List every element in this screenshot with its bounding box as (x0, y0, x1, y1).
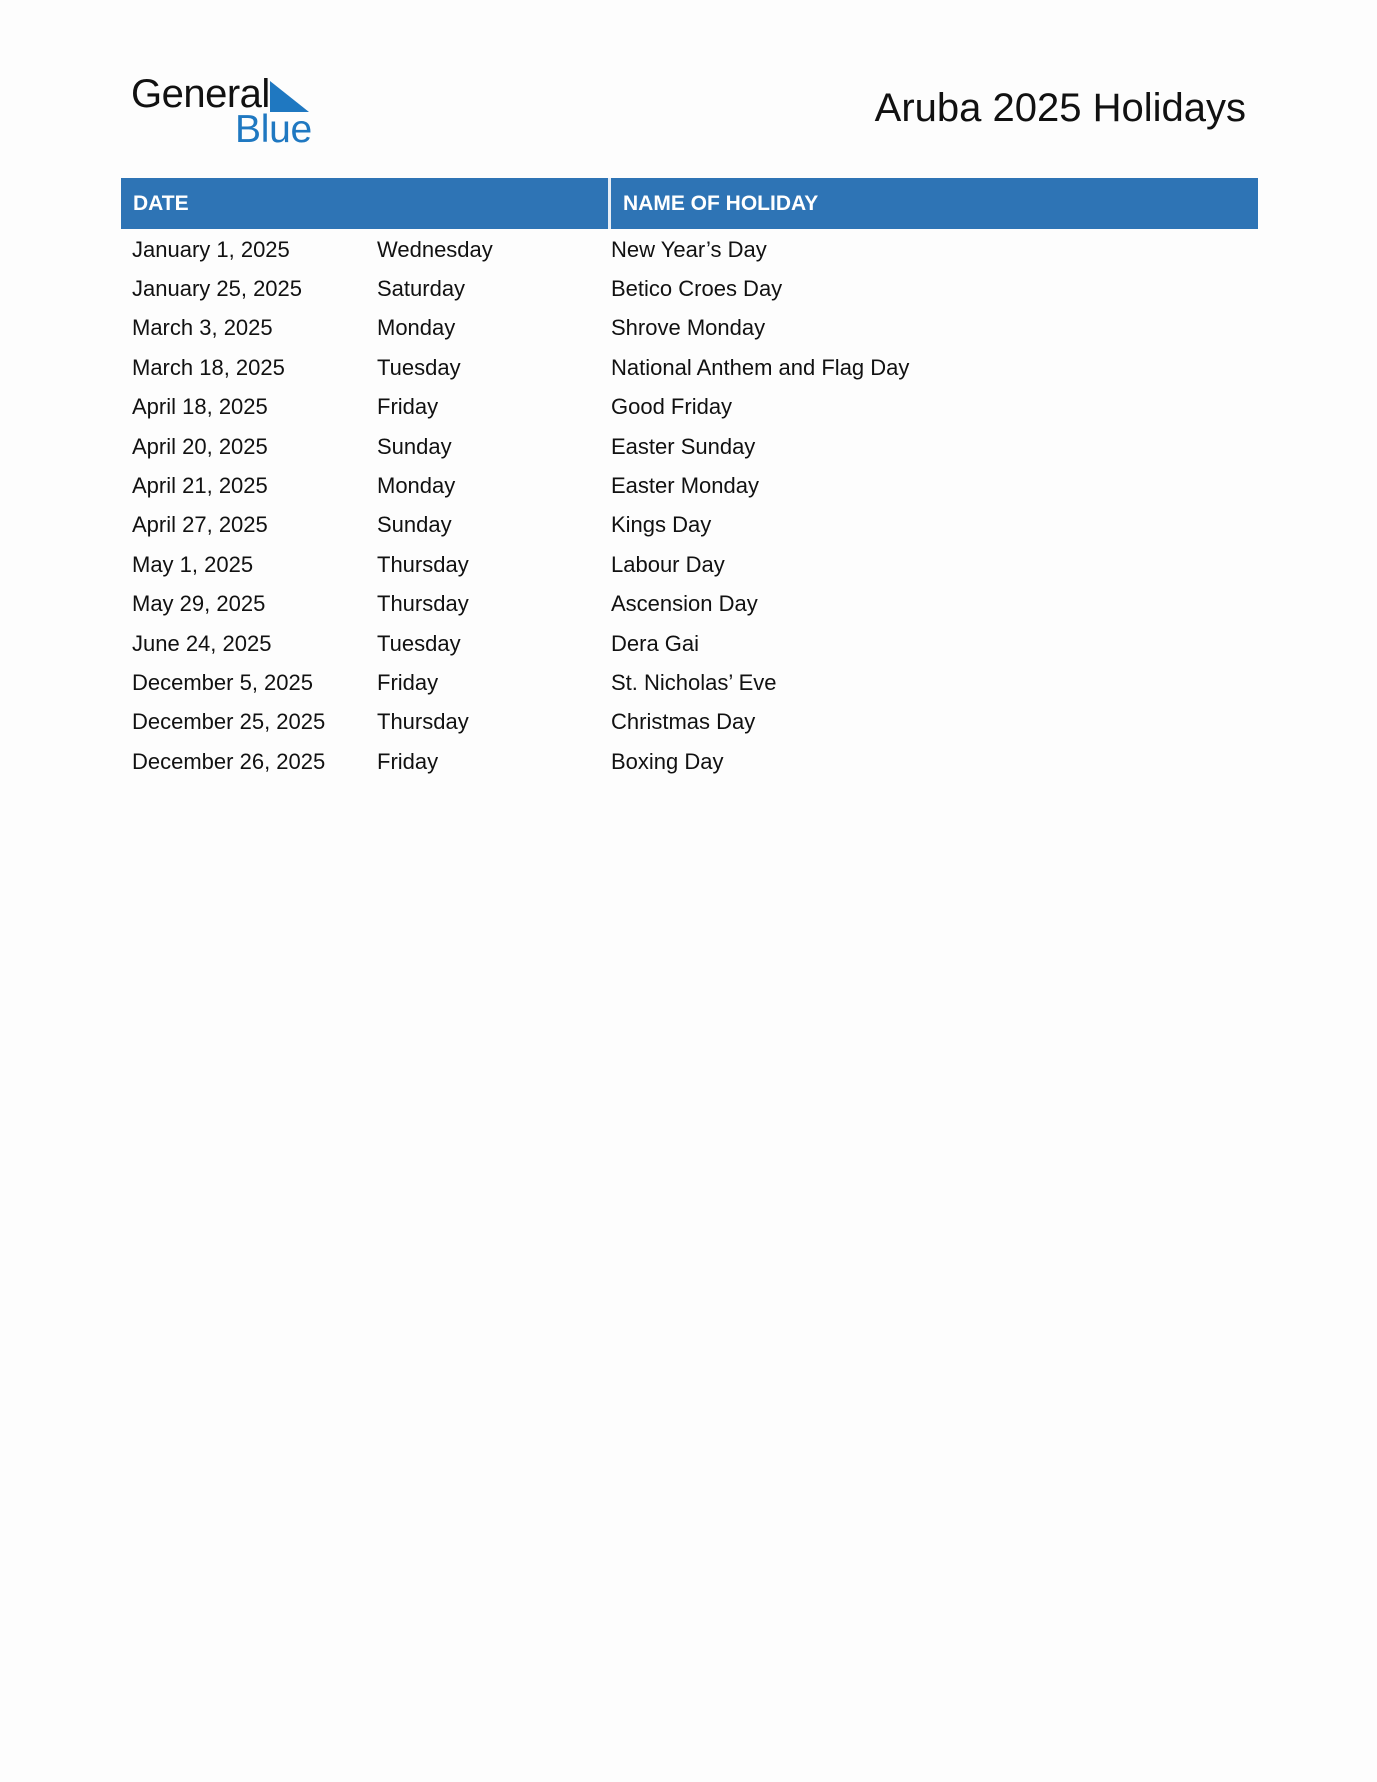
column-header-holiday-name: NAME OF HOLIDAY (611, 178, 1258, 229)
holiday-name: Easter Sunday (611, 433, 756, 459)
holiday-weekday: Tuesday (377, 354, 461, 380)
table-row (121, 427, 1258, 466)
holiday-weekday: Wednesday (377, 236, 493, 262)
holiday-name: Betico Croes Day (611, 276, 783, 302)
logo-word-general: General (131, 72, 270, 116)
table-row (121, 309, 1258, 348)
holiday-date: April 27, 2025 (132, 512, 268, 538)
holiday-weekday: Sunday (377, 512, 452, 538)
table-body (121, 229, 1258, 781)
table-header (121, 178, 1258, 229)
holiday-weekday: Friday (377, 394, 439, 420)
holiday-date: May 1, 2025 (132, 551, 254, 577)
holiday-date: March 3, 2025 (132, 315, 273, 341)
holiday-name: St. Nicholas’ Eve (611, 669, 777, 695)
table-row (121, 269, 1258, 308)
table-row (121, 703, 1258, 742)
table-row (121, 585, 1258, 624)
holiday-date: May 29, 2025 (132, 591, 266, 617)
holiday-name: Boxing Day (611, 748, 724, 774)
holiday-date: December 26, 2025 (132, 748, 326, 774)
holiday-name: Shrove Monday (611, 315, 766, 341)
table-row (121, 466, 1258, 505)
page-title: Aruba 2025 Holidays (874, 86, 1246, 130)
holiday-weekday: Monday (377, 473, 456, 499)
table-row (121, 506, 1258, 545)
table-row (121, 348, 1258, 387)
table-row (121, 388, 1258, 427)
table-row (121, 742, 1258, 781)
table-row (121, 230, 1258, 269)
general-blue-logo (130, 72, 320, 152)
holiday-weekday: Saturday (377, 276, 466, 302)
holiday-date: April 20, 2025 (132, 433, 268, 459)
holiday-weekday: Tuesday (377, 630, 461, 656)
holiday-name: Christmas Day (611, 709, 756, 735)
holiday-name: Easter Monday (611, 473, 759, 499)
holiday-date: January 25, 2025 (132, 276, 303, 302)
column-header-date: DATE (121, 178, 608, 229)
holiday-weekday: Thursday (377, 591, 469, 617)
holiday-name: Good Friday (611, 394, 733, 420)
holiday-weekday: Friday (377, 748, 439, 774)
holiday-weekday: Thursday (377, 709, 469, 735)
holiday-date: June 24, 2025 (132, 630, 272, 656)
logo-word-blue: Blue (235, 108, 312, 151)
holiday-date: March 18, 2025 (132, 354, 285, 380)
table-row (121, 663, 1258, 702)
holiday-date: December 5, 2025 (132, 669, 313, 695)
holiday-name: Labour Day (611, 551, 725, 577)
holiday-name: Ascension Day (611, 591, 758, 617)
holiday-name: Kings Day (611, 512, 712, 538)
holiday-date: April 21, 2025 (132, 473, 268, 499)
holiday-weekday: Friday (377, 669, 439, 695)
holiday-name: Dera Gai (611, 630, 700, 656)
holiday-date: January 1, 2025 (132, 236, 290, 262)
holiday-weekday: Monday (377, 315, 456, 341)
holiday-name: New Year’s Day (611, 236, 767, 262)
holiday-weekday: Sunday (377, 433, 452, 459)
holiday-table (121, 178, 1258, 781)
table-row (121, 624, 1258, 663)
holiday-name: National Anthem and Flag Day (611, 354, 910, 380)
holiday-weekday: Thursday (377, 551, 469, 577)
holiday-date: April 18, 2025 (132, 394, 268, 420)
table-row (121, 545, 1258, 584)
holiday-date: December 25, 2025 (132, 709, 326, 735)
